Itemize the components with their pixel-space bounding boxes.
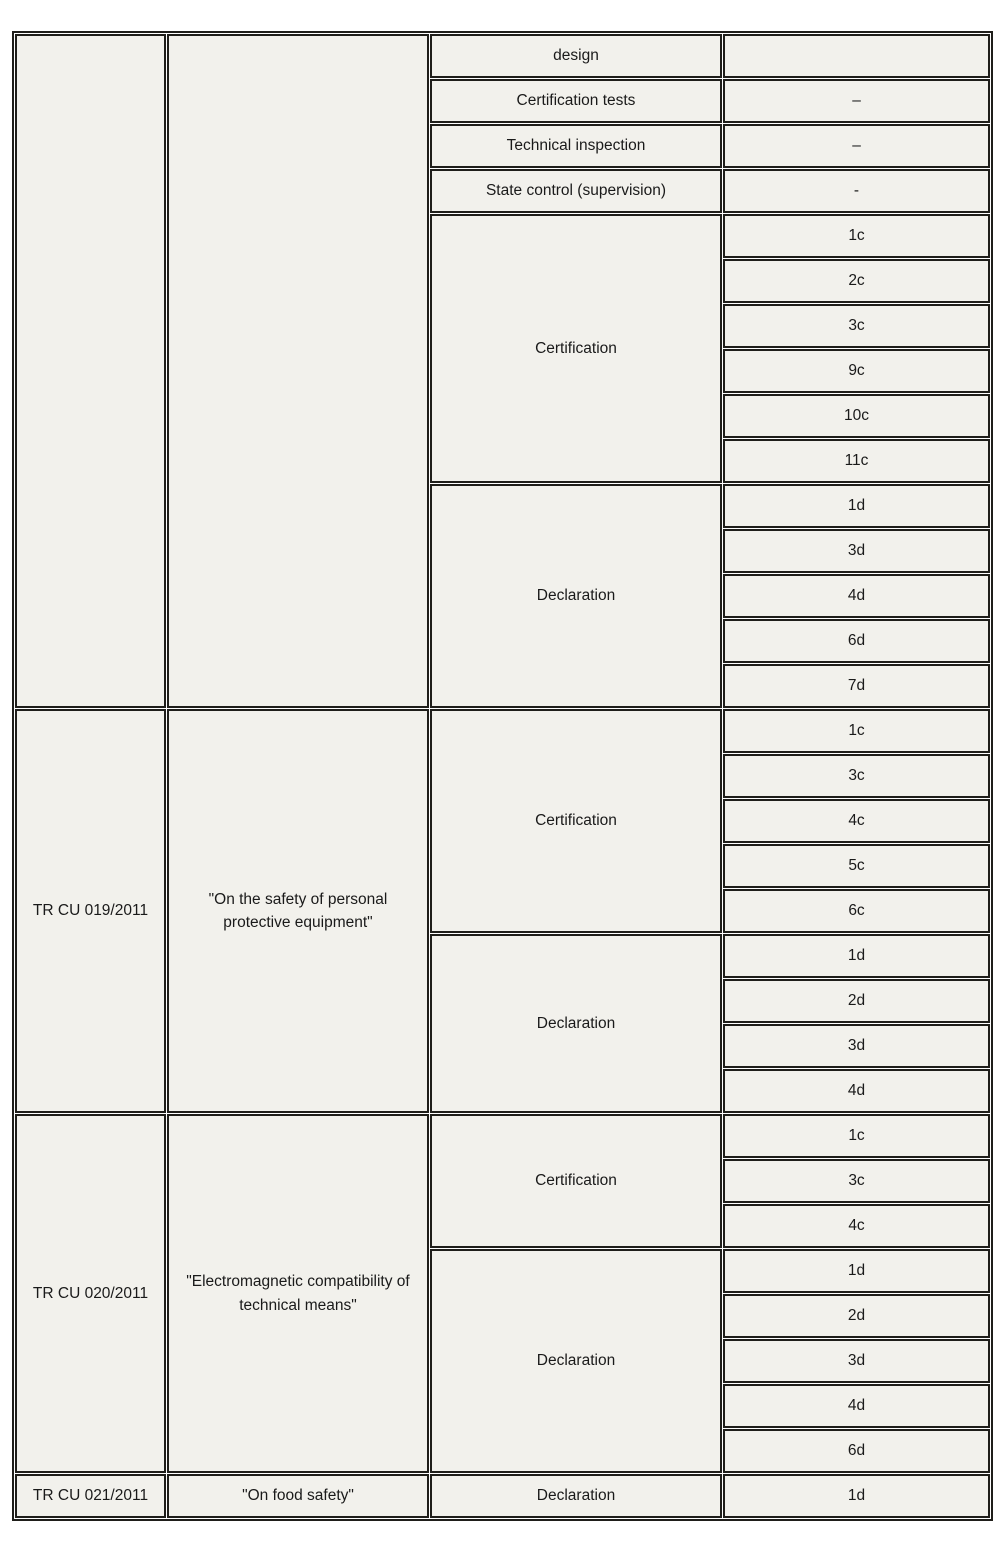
scheme-cell: 1d bbox=[723, 1474, 990, 1518]
regulation-code-cell bbox=[15, 34, 166, 708]
scheme-cell: 11c bbox=[723, 439, 990, 483]
scheme-cell: 1d bbox=[723, 484, 990, 528]
procedure-cell: Certification bbox=[430, 709, 722, 933]
scheme-cell: 4c bbox=[723, 1204, 990, 1248]
scheme-cell: 3c bbox=[723, 1159, 990, 1203]
scheme-cell: 4d bbox=[723, 574, 990, 618]
scheme-cell: 10c bbox=[723, 394, 990, 438]
procedure-cell: design bbox=[430, 34, 722, 78]
procedure-cell: Declaration bbox=[430, 484, 722, 708]
conformity-table bbox=[12, 31, 993, 1521]
scheme-cell: 1c bbox=[723, 1114, 990, 1158]
procedure-cell: Certification bbox=[430, 1114, 722, 1248]
procedure-cell: Declaration bbox=[430, 934, 722, 1113]
scheme-cell: 4c bbox=[723, 799, 990, 843]
scheme-cell: 3c bbox=[723, 304, 990, 348]
procedure-cell: Technical inspection bbox=[430, 124, 722, 168]
scheme-cell: 3d bbox=[723, 1339, 990, 1383]
scheme-cell: – bbox=[723, 124, 990, 168]
scheme-cell bbox=[723, 34, 990, 78]
scheme-cell: 6d bbox=[723, 619, 990, 663]
scheme-cell: 7d bbox=[723, 664, 990, 708]
scheme-cell: 1c bbox=[723, 709, 990, 753]
scheme-cell: 3d bbox=[723, 1024, 990, 1068]
scheme-cell: 1d bbox=[723, 1249, 990, 1293]
regulation-title-cell: "Electromagnetic compatibility of technical means" bbox=[167, 1114, 429, 1473]
regulation-code-cell: TR CU 021/2011 bbox=[15, 1474, 166, 1518]
scheme-cell: 2d bbox=[723, 1294, 990, 1338]
procedure-cell: Declaration bbox=[430, 1249, 722, 1473]
scheme-cell: 4d bbox=[723, 1384, 990, 1428]
regulation-code-cell: TR CU 019/2011 bbox=[15, 709, 166, 1113]
regulation-title-cell bbox=[167, 34, 429, 708]
procedure-cell: Certification bbox=[430, 214, 722, 483]
scheme-cell: 6d bbox=[723, 1429, 990, 1473]
scheme-cell: - bbox=[723, 169, 990, 213]
scheme-cell: 1d bbox=[723, 934, 990, 978]
scheme-cell: 4d bbox=[723, 1069, 990, 1113]
table-row bbox=[15, 1114, 990, 1158]
scheme-cell: 2c bbox=[723, 259, 990, 303]
procedure-cell: Declaration bbox=[430, 1474, 722, 1518]
scheme-cell: 9c bbox=[723, 349, 990, 393]
regulation-code-cell: TR CU 020/2011 bbox=[15, 1114, 166, 1473]
scheme-cell: 1c bbox=[723, 214, 990, 258]
scheme-cell: 3c bbox=[723, 754, 990, 798]
table-row bbox=[15, 34, 990, 78]
procedure-cell: Certification tests bbox=[430, 79, 722, 123]
page bbox=[0, 31, 1001, 1549]
scheme-cell: – bbox=[723, 79, 990, 123]
scheme-cell: 3d bbox=[723, 529, 990, 573]
scheme-cell: 5c bbox=[723, 844, 990, 888]
regulation-title-cell: "On food safety" bbox=[167, 1474, 429, 1518]
scheme-cell: 2d bbox=[723, 979, 990, 1023]
table-row bbox=[15, 1474, 990, 1518]
scheme-cell: 6c bbox=[723, 889, 990, 933]
procedure-cell: State control (supervision) bbox=[430, 169, 722, 213]
table-row bbox=[15, 709, 990, 753]
regulation-title-cell: "On the safety of personal protective equipment" bbox=[167, 709, 429, 1113]
